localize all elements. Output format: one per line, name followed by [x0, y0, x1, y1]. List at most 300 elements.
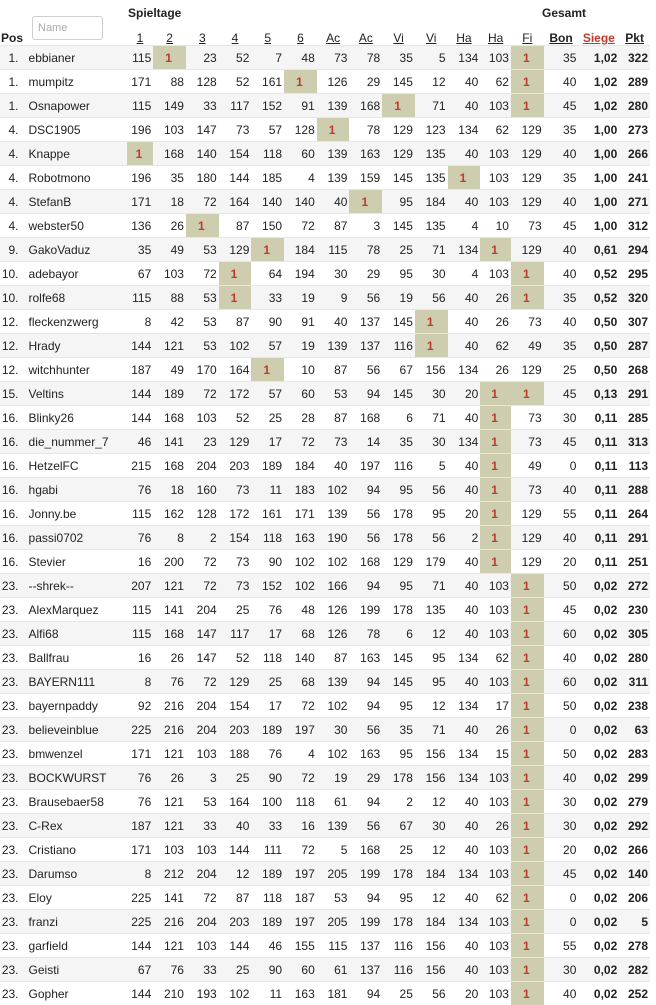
day-score-cell: 40: [448, 958, 481, 982]
day-score-cell: 67: [382, 814, 415, 838]
day-score-cell: 121: [153, 334, 186, 358]
day-score-cell: 115: [317, 934, 350, 958]
day-score-cell: 207: [127, 574, 154, 598]
bonus-cell: 0: [544, 718, 579, 742]
day-score-cell: 1: [480, 406, 511, 430]
table-row[interactable]: [0, 958, 650, 982]
day-score-cell: 103: [480, 982, 511, 1005]
day-score-cell: 102: [317, 550, 350, 574]
day-score-cell: 150: [251, 214, 284, 238]
day-score-cell: 20: [448, 502, 481, 526]
position-cell: 4.: [0, 166, 25, 190]
day-score-cell: 164: [219, 790, 252, 814]
bonus-cell: 60: [544, 670, 579, 694]
day-score-cell: 103: [480, 910, 511, 934]
day-score-cell: 53: [317, 382, 350, 406]
player-name-cell[interactable]: HetzelFC: [25, 454, 127, 478]
day-score-cell: 56: [415, 982, 448, 1005]
day-score-cell: 204: [186, 694, 219, 718]
day-score-cell: 95: [382, 694, 415, 718]
day-score-cell: 94: [349, 478, 382, 502]
points-cell: 282: [619, 958, 650, 982]
day-score-cell: 126: [317, 598, 350, 622]
day-score-cell: 25: [382, 982, 415, 1005]
table-row[interactable]: [0, 622, 650, 646]
points-cell: 283: [619, 742, 650, 766]
player-name-cell[interactable]: Gopher: [25, 982, 127, 1005]
day-score-cell: 203: [219, 718, 252, 742]
player-name-cell[interactable]: Darumso: [25, 862, 127, 886]
day-score-cell: 159: [349, 166, 382, 190]
day-header-5[interactable]: 5: [251, 24, 284, 46]
day-score-cell: 118: [251, 142, 284, 166]
day-score-cell: 53: [186, 310, 219, 334]
player-name-cell[interactable]: Ballfrau: [25, 646, 127, 670]
day-score-cell: 171: [127, 838, 154, 862]
position-cell: 23.: [0, 574, 25, 598]
bonus-cell: 40: [544, 646, 579, 670]
day-score-cell: 91: [284, 310, 317, 334]
table-row[interactable]: [0, 286, 650, 310]
day-score-cell: 53: [186, 286, 219, 310]
points-cell: 280: [619, 94, 650, 118]
day-score-cell: 40: [448, 622, 481, 646]
day-score-cell: 134: [448, 238, 481, 262]
table-row[interactable]: [0, 598, 650, 622]
player-name-cell[interactable]: believeinblue: [25, 718, 127, 742]
player-name-cell[interactable]: DSC1905: [25, 118, 127, 142]
table-row[interactable]: [0, 310, 650, 334]
day-score-cell: 25: [251, 670, 284, 694]
day-header-11[interactable]: Ha: [448, 24, 481, 46]
day-score-cell: 199: [349, 598, 382, 622]
name-header: [25, 24, 127, 46]
day-header-9[interactable]: Vi: [382, 24, 415, 46]
table-row[interactable]: [0, 670, 650, 694]
table-row[interactable]: [0, 502, 650, 526]
day-score-cell: 1: [511, 862, 544, 886]
day-score-cell: 129: [511, 526, 544, 550]
table-row[interactable]: [0, 694, 650, 718]
day-score-cell: 129: [511, 238, 544, 262]
table-row[interactable]: [0, 982, 650, 1005]
day-header-3[interactable]: 3: [186, 24, 219, 46]
siege-cell: 0,02: [578, 814, 619, 838]
player-name-cell[interactable]: C-Rex: [25, 814, 127, 838]
day-score-cell: 139: [317, 814, 350, 838]
table-row[interactable]: [0, 862, 650, 886]
day-score-cell: 1: [415, 334, 448, 358]
table-row[interactable]: [0, 430, 650, 454]
day-score-cell: 140: [186, 142, 219, 166]
day-score-cell: 145: [382, 670, 415, 694]
player-name-cell[interactable]: StefanB: [25, 190, 127, 214]
total-header-siege[interactable]: Siege: [578, 24, 619, 46]
day-score-cell: 71: [415, 574, 448, 598]
siege-cell: 0,02: [578, 790, 619, 814]
day-score-cell: 189: [251, 862, 284, 886]
player-name-cell[interactable]: BAYERN111: [25, 670, 127, 694]
siege-cell: 0,02: [578, 670, 619, 694]
points-cell: 241: [619, 166, 650, 190]
day-score-cell: 90: [251, 550, 284, 574]
day-score-cell: 49: [153, 358, 186, 382]
position-cell: 12.: [0, 334, 25, 358]
table-row[interactable]: [0, 94, 650, 118]
day-score-cell: 100: [251, 790, 284, 814]
player-name-cell[interactable]: Robotmono: [25, 166, 127, 190]
total-header-pkt[interactable]: Pkt: [619, 24, 650, 46]
day-score-cell: 129: [219, 670, 252, 694]
day-header-2[interactable]: 2: [153, 24, 186, 46]
day-score-cell: 19: [284, 286, 317, 310]
day-score-cell: 116: [382, 958, 415, 982]
day-score-cell: 204: [186, 910, 219, 934]
points-cell: 273: [619, 118, 650, 142]
day-score-cell: 199: [349, 910, 382, 934]
player-name-cell[interactable]: rolfe68: [25, 286, 127, 310]
day-score-cell: 16: [127, 646, 154, 670]
table-row[interactable]: [0, 166, 650, 190]
player-name-cell[interactable]: witchhunter: [25, 358, 127, 382]
day-score-cell: 94: [349, 982, 382, 1005]
day-score-cell: 215: [127, 454, 154, 478]
bonus-cell: 0: [544, 454, 579, 478]
day-score-cell: 139: [317, 334, 350, 358]
day-score-cell: 95: [415, 502, 448, 526]
day-score-cell: 164: [219, 358, 252, 382]
siege-cell: 0,52: [578, 262, 619, 286]
table-row[interactable]: [0, 742, 650, 766]
day-score-cell: 6: [382, 622, 415, 646]
day-score-cell: 121: [153, 934, 186, 958]
day-header-6[interactable]: 6: [284, 24, 317, 46]
day-score-cell: 147: [186, 118, 219, 142]
player-name-cell[interactable]: Jonny.be: [25, 502, 127, 526]
player-name-cell[interactable]: hgabi: [25, 478, 127, 502]
day-score-cell: 87: [317, 406, 350, 430]
position-cell: 16.: [0, 502, 25, 526]
player-name-cell[interactable]: --shrek--: [25, 574, 127, 598]
day-header-4[interactable]: 4: [219, 24, 252, 46]
table-row[interactable]: [0, 190, 650, 214]
table-row[interactable]: [0, 646, 650, 670]
day-score-cell: 134: [448, 46, 481, 70]
day-score-cell: 102: [317, 742, 350, 766]
day-score-cell: 187: [127, 814, 154, 838]
day-score-cell: 115: [127, 286, 154, 310]
day-score-cell: 103: [480, 190, 511, 214]
player-name-cell[interactable]: bmwenzel: [25, 742, 127, 766]
day-score-cell: 135: [415, 598, 448, 622]
player-name-cell[interactable]: Geisti: [25, 958, 127, 982]
day-score-cell: 95: [382, 742, 415, 766]
day-score-cell: 57: [251, 382, 284, 406]
day-header-8[interactable]: Ac: [349, 24, 382, 46]
day-score-cell: 1: [480, 502, 511, 526]
player-name-cell[interactable]: bayernpaddy: [25, 694, 127, 718]
day-score-cell: 8: [127, 862, 154, 886]
day-score-cell: 87: [317, 358, 350, 382]
bonus-cell: 35: [544, 334, 579, 358]
player-name-cell[interactable]: passi0702: [25, 526, 127, 550]
day-score-cell: 128: [284, 118, 317, 142]
day-score-cell: 53: [186, 790, 219, 814]
day-header-1[interactable]: 1: [127, 24, 154, 46]
day-score-cell: 17: [251, 694, 284, 718]
day-score-cell: 1: [415, 310, 448, 334]
table-row[interactable]: [0, 790, 650, 814]
siege-cell: 0,02: [578, 838, 619, 862]
table-row[interactable]: [0, 718, 650, 742]
day-score-cell: 67: [127, 262, 154, 286]
day-score-cell: 178: [382, 766, 415, 790]
table-row[interactable]: [0, 238, 650, 262]
day-header-10[interactable]: Vi: [415, 24, 448, 46]
day-score-cell: 56: [349, 814, 382, 838]
day-score-cell: 26: [153, 646, 186, 670]
siege-cell: 0,11: [578, 454, 619, 478]
day-score-cell: 129: [511, 550, 544, 574]
day-score-cell: 204: [186, 454, 219, 478]
day-score-cell: 8: [153, 526, 186, 550]
day-score-cell: 156: [415, 934, 448, 958]
player-name-cell[interactable]: garfield: [25, 934, 127, 958]
day-score-cell: 29: [349, 70, 382, 94]
day-score-cell: 103: [480, 94, 511, 118]
bonus-cell: 50: [544, 694, 579, 718]
day-score-cell: 19: [382, 286, 415, 310]
day-score-cell: 163: [349, 142, 382, 166]
day-header-13[interactable]: Fi: [511, 24, 544, 46]
day-score-cell: 154: [219, 142, 252, 166]
day-header-12[interactable]: Ha: [480, 24, 511, 46]
day-score-cell: 73: [219, 550, 252, 574]
day-score-cell: 73: [219, 478, 252, 502]
day-score-cell: 1: [511, 598, 544, 622]
position-cell: 23.: [0, 670, 25, 694]
position-cell: 23.: [0, 958, 25, 982]
day-score-cell: 216: [153, 718, 186, 742]
position-cell: 10.: [0, 286, 25, 310]
day-score-cell: 163: [349, 646, 382, 670]
bonus-cell: 35: [544, 118, 579, 142]
day-score-cell: 91: [284, 94, 317, 118]
table-row[interactable]: [0, 550, 650, 574]
points-cell: 271: [619, 190, 650, 214]
table-row[interactable]: [0, 814, 650, 838]
total-header-bon[interactable]: Bon: [544, 24, 579, 46]
table-body: [0, 46, 650, 1005]
day-score-cell: 76: [127, 790, 154, 814]
day-score-cell: 103: [480, 838, 511, 862]
day-score-cell: 178: [382, 526, 415, 550]
day-score-cell: 40: [448, 790, 481, 814]
day-score-cell: 126: [317, 70, 350, 94]
table-row[interactable]: [0, 142, 650, 166]
day-score-cell: 40: [448, 934, 481, 958]
day-score-cell: 40: [448, 94, 481, 118]
bonus-cell: 45: [544, 430, 579, 454]
day-score-cell: 33: [186, 94, 219, 118]
day-score-cell: 140: [284, 190, 317, 214]
day-score-cell: 129: [511, 190, 544, 214]
player-name-cell[interactable]: webster50: [25, 214, 127, 238]
day-score-cell: 25: [219, 766, 252, 790]
day-score-cell: 103: [186, 406, 219, 430]
day-score-cell: 103: [186, 934, 219, 958]
day-score-cell: 26: [480, 814, 511, 838]
siege-cell: 0,11: [578, 478, 619, 502]
day-score-cell: 72: [186, 670, 219, 694]
day-score-cell: 103: [480, 46, 511, 70]
day-score-cell: 6: [382, 406, 415, 430]
player-name-cell[interactable]: BOCKWURST: [25, 766, 127, 790]
position-cell: 16.: [0, 406, 25, 430]
day-score-cell: 19: [317, 766, 350, 790]
day-score-cell: 30: [415, 262, 448, 286]
day-score-cell: 62: [480, 70, 511, 94]
position-cell: 12.: [0, 310, 25, 334]
table-row[interactable]: [0, 838, 650, 862]
player-name-cell[interactable]: Hrady: [25, 334, 127, 358]
table-row[interactable]: [0, 382, 650, 406]
day-score-cell: 168: [153, 406, 186, 430]
table-row[interactable]: [0, 334, 650, 358]
day-score-cell: 129: [511, 142, 544, 166]
day-score-cell: 72: [186, 262, 219, 286]
day-score-cell: 4: [448, 214, 481, 238]
position-cell: 23.: [0, 982, 25, 1005]
player-name-cell[interactable]: fleckenzwerg: [25, 310, 127, 334]
day-score-cell: 168: [349, 406, 382, 430]
day-score-cell: 40: [448, 478, 481, 502]
table-row[interactable]: [0, 262, 650, 286]
player-name-cell[interactable]: adebayor: [25, 262, 127, 286]
day-score-cell: 103: [480, 670, 511, 694]
points-cell: 287: [619, 334, 650, 358]
table-row[interactable]: [0, 358, 650, 382]
player-name-cell[interactable]: Eloy: [25, 886, 127, 910]
points-cell: 272: [619, 574, 650, 598]
player-name-cell[interactable]: franzi: [25, 910, 127, 934]
player-name-cell[interactable]: AlexMarquez: [25, 598, 127, 622]
points-cell: 63: [619, 718, 650, 742]
player-name-cell[interactable]: Osnapower: [25, 94, 127, 118]
table-row[interactable]: [0, 766, 650, 790]
player-name-cell[interactable]: ebbianer: [25, 46, 127, 70]
table-row[interactable]: [0, 70, 650, 94]
table-row[interactable]: [0, 406, 650, 430]
bonus-cell: 45: [544, 94, 579, 118]
siege-cell: 0,50: [578, 358, 619, 382]
day-score-cell: 134: [448, 742, 481, 766]
position-cell: 9.: [0, 238, 25, 262]
day-score-cell: 40: [448, 310, 481, 334]
spieltage-label: Spieltage: [128, 6, 181, 20]
day-score-cell: 40: [219, 814, 252, 838]
day-score-cell: 160: [186, 478, 219, 502]
bonus-cell: 50: [544, 742, 579, 766]
position-cell: 4.: [0, 142, 25, 166]
table-row[interactable]: [0, 478, 650, 502]
player-name-cell[interactable]: die_nummer_7: [25, 430, 127, 454]
player-name-cell[interactable]: Blinky26: [25, 406, 127, 430]
day-score-cell: 178: [382, 862, 415, 886]
player-name-cell[interactable]: Cristiano: [25, 838, 127, 862]
day-score-cell: 33: [251, 814, 284, 838]
day-score-cell: 72: [284, 694, 317, 718]
points-cell: 264: [619, 502, 650, 526]
day-score-cell: 129: [511, 118, 544, 142]
day-score-cell: 95: [382, 574, 415, 598]
table-row[interactable]: [0, 886, 650, 910]
day-score-cell: 135: [415, 166, 448, 190]
player-name-cell[interactable]: Brausebaer58: [25, 790, 127, 814]
day-score-cell: 103: [153, 262, 186, 286]
player-name-cell[interactable]: Veltins: [25, 382, 127, 406]
day-score-cell: 172: [219, 382, 252, 406]
day-header-7[interactable]: Ac: [317, 24, 350, 46]
position-cell: 15.: [0, 382, 25, 406]
day-score-cell: 189: [251, 718, 284, 742]
day-score-cell: 168: [349, 838, 382, 862]
day-score-cell: 49: [153, 238, 186, 262]
table-row[interactable]: [0, 574, 650, 598]
day-score-cell: 76: [127, 526, 154, 550]
day-score-cell: 145: [382, 310, 415, 334]
table-row[interactable]: [0, 526, 650, 550]
player-name-cell[interactable]: Alfi68: [25, 622, 127, 646]
day-score-cell: 52: [219, 70, 252, 94]
day-score-cell: 103: [480, 934, 511, 958]
day-score-cell: 118: [284, 790, 317, 814]
points-cell: 266: [619, 142, 650, 166]
day-score-cell: 94: [349, 670, 382, 694]
siege-cell: 0,02: [578, 646, 619, 670]
day-score-cell: 2: [448, 526, 481, 550]
bonus-cell: 30: [544, 958, 579, 982]
day-score-cell: 154: [219, 526, 252, 550]
player-name-cell[interactable]: Stevier: [25, 550, 127, 574]
day-score-cell: 170: [186, 358, 219, 382]
day-score-cell: 129: [219, 430, 252, 454]
points-cell: 252: [619, 982, 650, 1005]
player-name-cell[interactable]: Knappe: [25, 142, 127, 166]
table-row[interactable]: [0, 46, 650, 70]
siege-cell: 0,61: [578, 238, 619, 262]
player-name-cell[interactable]: GakoVaduz: [25, 238, 127, 262]
day-score-cell: 94: [349, 694, 382, 718]
day-score-cell: 29: [349, 766, 382, 790]
day-score-cell: 1: [186, 214, 219, 238]
table-row[interactable]: [0, 910, 650, 934]
table-row[interactable]: [0, 118, 650, 142]
day-score-cell: 205: [317, 862, 350, 886]
bonus-cell: 45: [544, 382, 579, 406]
day-score-cell: 103: [480, 262, 511, 286]
standings-table: [0, 24, 650, 1005]
table-row[interactable]: [0, 214, 650, 238]
day-score-cell: 152: [251, 574, 284, 598]
table-row[interactable]: [0, 454, 650, 478]
day-score-cell: 139: [317, 142, 350, 166]
day-score-cell: 40: [448, 454, 481, 478]
day-score-cell: 147: [186, 646, 219, 670]
day-score-cell: 87: [219, 886, 252, 910]
table-row[interactable]: [0, 934, 650, 958]
player-name-cell[interactable]: mumpitz: [25, 70, 127, 94]
